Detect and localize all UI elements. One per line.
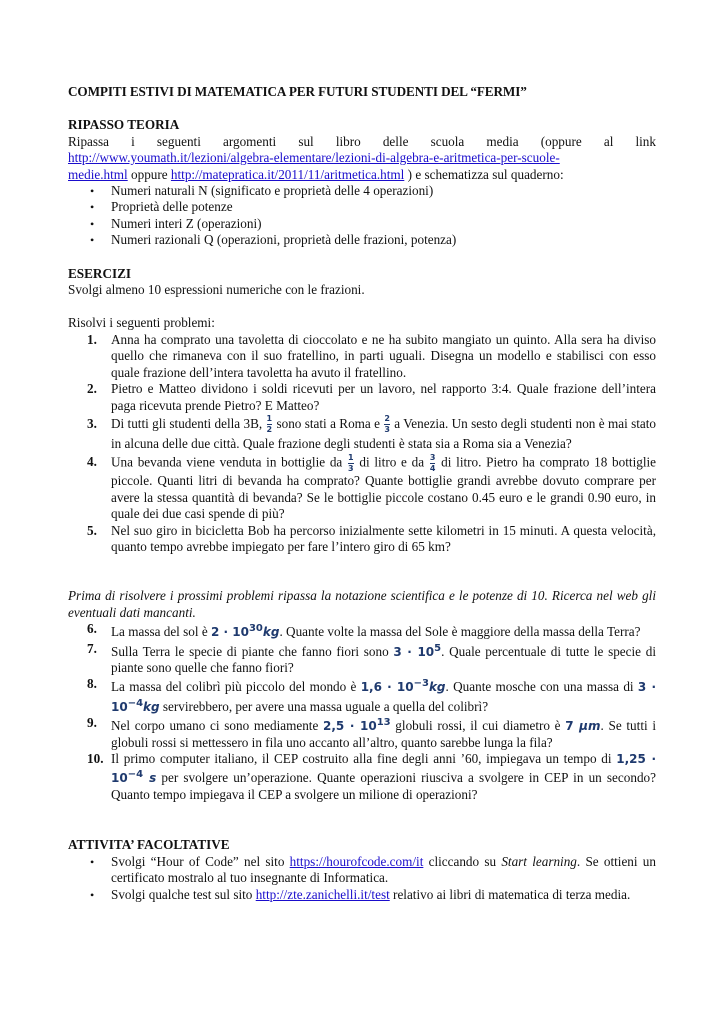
fraction-one-half: $\frac{1}{2}$ <box>266 414 273 435</box>
activity-text: cliccando su <box>423 853 502 869</box>
math-expression: $1,25 \cdot 10^{-4}$ s <box>111 752 657 786</box>
activity-text: Svolgi qualche test sul sito <box>111 886 256 902</box>
problem-text: La massa del colibrì più piccolo del mondo è <box>111 679 361 695</box>
problem-text: Il primo computer italiano, il CEP costruito alla fine degli anni ’60, impiegava un tempo di <box>111 751 617 767</box>
problem-item <box>68 454 656 522</box>
problem-number: 8. <box>87 676 97 692</box>
activity-text: relativo ai libri di matematica di terza media. <box>389 886 631 902</box>
fraction-two-thirds: $\frac{2}{3}$ <box>384 414 390 435</box>
problem-text: Nel suo giro in bicicletta Bob ha percorso inizialmente sette kilometri in 15 minuti. A questa velocità, quanto tempo avrebbe impiegato per fare l’intero giro di 65 km? <box>111 522 656 554</box>
fraction-three-quarters: $\frac{3}{4}$ <box>429 453 436 474</box>
problem-item <box>68 381 656 414</box>
math-expression: 7 μm <box>565 719 601 734</box>
problem-text: . Quante volte la massa del Sole è maggiore della massa della Terra? <box>279 624 641 640</box>
oppure-text: oppure <box>127 166 171 182</box>
problem-text: sono stati a Roma e <box>273 415 384 431</box>
section-heading-esercizi: ESERCIZI <box>68 265 132 281</box>
problem-number: 10. <box>87 751 104 767</box>
problem-text: Una bevanda viene venduta in bottiglie da <box>111 454 348 470</box>
problem-item <box>68 715 656 751</box>
problem-text: La massa del sol è <box>111 624 211 640</box>
problem-item <box>68 523 656 556</box>
problem-text: Anna ha comprato una tavoletta di cioccolato e ne ha subito mangiato un quinto. Alla sera ha diviso quello che rimaneva con il suo fratellino, in parti uguali. Disegna un modello e stabilisci con esso quale frazione dell’intera tavoletta ha avuto il fratellino. <box>111 331 656 380</box>
ripasso-intro: Ripassa i seguenti argomenti sul libro delle scuola media (oppure al link <box>68 133 656 149</box>
problem-number: 9. <box>87 715 97 731</box>
section-heading-attivita: ATTIVITA’ FACOLTATIVE <box>68 837 230 853</box>
link-youmath-part2[interactable]: medie.html <box>68 166 128 182</box>
problem-number: 4. <box>87 454 97 470</box>
activity-text: Svolgi “Hour of Code” nel sito <box>111 853 290 869</box>
problem-number: 7. <box>87 640 97 656</box>
problem-item <box>68 676 656 715</box>
problems-list <box>68 332 656 556</box>
problem-text: . Quale percentuale di tutte le specie di piante sono quelle che fanno fiori? <box>111 643 656 676</box>
problem-text: Pietro e Matteo dividono i soldi ricevuti per un lavoro, nel rapporto 3:4. Quale frazione dell’intera paga ricevuta prende Pietro? E Matteo? <box>111 381 656 413</box>
problem-text: Nel corpo umano ci sono mediamente <box>111 718 324 734</box>
section-heading-ripasso: RIPASSO TEORIA <box>68 117 180 133</box>
math-expression: $3 \cdot 10^5$ <box>393 642 442 659</box>
ripasso-links <box>68 150 656 183</box>
problem-number: 2. <box>87 381 97 397</box>
link-youmath-part1[interactable]: http://www.youmath.it/lezioni/algebra-elementare/lezioni-di-algebra-e-aritmetica-per-scuole- <box>68 150 560 166</box>
topic-item: • Proprietà delle potenze <box>68 199 656 215</box>
activity-item <box>68 887 656 903</box>
esercizi-line1: Svolgi almeno 10 espressioni numeriche con le frazioni. <box>68 282 365 298</box>
link-matepratica[interactable]: http://matepratica.it/2011/11/aritmetica.html <box>170 166 405 182</box>
problem-text: Sulla Terra le specie di piante che fanno fiori sono <box>111 643 394 659</box>
topics-list <box>68 183 656 249</box>
topic-item: • Numeri interi Z (operazioni) <box>68 216 656 232</box>
problem-item <box>68 621 656 640</box>
problem-item <box>68 641 656 677</box>
fraction-one-third: $\frac{1}{3}$ <box>348 453 354 474</box>
activity-item <box>68 854 656 887</box>
problem-text: globuli rossi, il cui diametro è <box>390 718 566 734</box>
link-zanichelli[interactable]: http://zte.zanichelli.it/test <box>255 886 390 902</box>
activity-text: . Se ottieni un certificato mostralo al tuo insegnante di Informatica. <box>111 853 656 886</box>
math-expression: $2 \cdot 10^{30}kg$ <box>210 623 280 640</box>
problem-number: 6. <box>87 621 97 637</box>
topic-item: • Numeri naturali N (significato e proprietà delle 4 operazioni) <box>68 183 656 199</box>
document-page <box>68 84 656 903</box>
math-expression: $1,6 \cdot 10^{-3}kg$ <box>360 678 446 695</box>
problem-item <box>68 332 656 381</box>
problem-number: 1. <box>87 331 97 347</box>
link-hourofcode[interactable]: https://hourofcode.com/it <box>289 853 424 869</box>
problem-text: di litro e da <box>354 454 429 470</box>
math-expression: $3 \cdot 10^{-4}kg$ <box>111 680 657 714</box>
topic-item: • Numeri razionali Q (operazioni, proprietà delle frazioni, potenza) <box>68 232 656 248</box>
activities-list <box>68 854 656 903</box>
problem-item <box>68 414 656 454</box>
problem-text: per svolgere un’operazione. Quante operazioni riusciva a svolgere in CEP in un secondo? Quanto tempo impiegava il CEP a svolgere un milione di operazioni? <box>111 770 656 802</box>
problem-text: a Venezia. Un sesto degli studenti non è mai stato in alcuna delle due città. Quale frazione degli studenti è stata sia a Roma sia a Venezia? <box>111 415 656 452</box>
math-expression: $2,5 \cdot 10^{13}$ <box>323 717 391 734</box>
document-title: COMPITI ESTIVI DI MATEMATICA PER FUTURI STUDENTI DEL “FERMI” <box>68 84 527 99</box>
problem-item <box>68 751 656 803</box>
problem-text: . Quante mosche con una massa di <box>445 679 638 695</box>
problem-text: di litro. Pietro ha comprato 18 bottiglie piccole. Quanti litri di bevanda ha comprato? Quante bottiglie grandi avrebbe dovuto comprare per avere la stessa quantità di bevanda? Se le bottiglie piccole costano 0.45 euro e le grandi 0.90 euro, in quale dei due casi spende di più? <box>111 454 657 522</box>
problem-number: 3. <box>87 415 97 431</box>
scientific-notation-note: Prima di risolvere i prossimi problemi ripassa la notazione scientifica e le potenze di 10. Ricerca nel web gli eventuali dati mancanti. <box>68 588 656 620</box>
problem-number: 5. <box>87 522 97 538</box>
ripasso-intro-end: ) e schematizza sul quaderno: <box>404 166 564 182</box>
problem-text: . Se tutti i globuli rossi si mettessero in fila uno accanto all’altro, quanto sarebbe lunga la fila? <box>111 718 657 750</box>
start-learning-text: Start learning <box>501 853 577 869</box>
problems-intro: Risolvi i seguenti problemi: <box>68 315 215 331</box>
problem-text: Di tutti gli studenti della 3B, <box>111 415 266 431</box>
scientific-problems-list <box>68 621 656 803</box>
problem-text: servirebbero, per avere una massa uguale a quella del colibrì? <box>159 698 489 714</box>
